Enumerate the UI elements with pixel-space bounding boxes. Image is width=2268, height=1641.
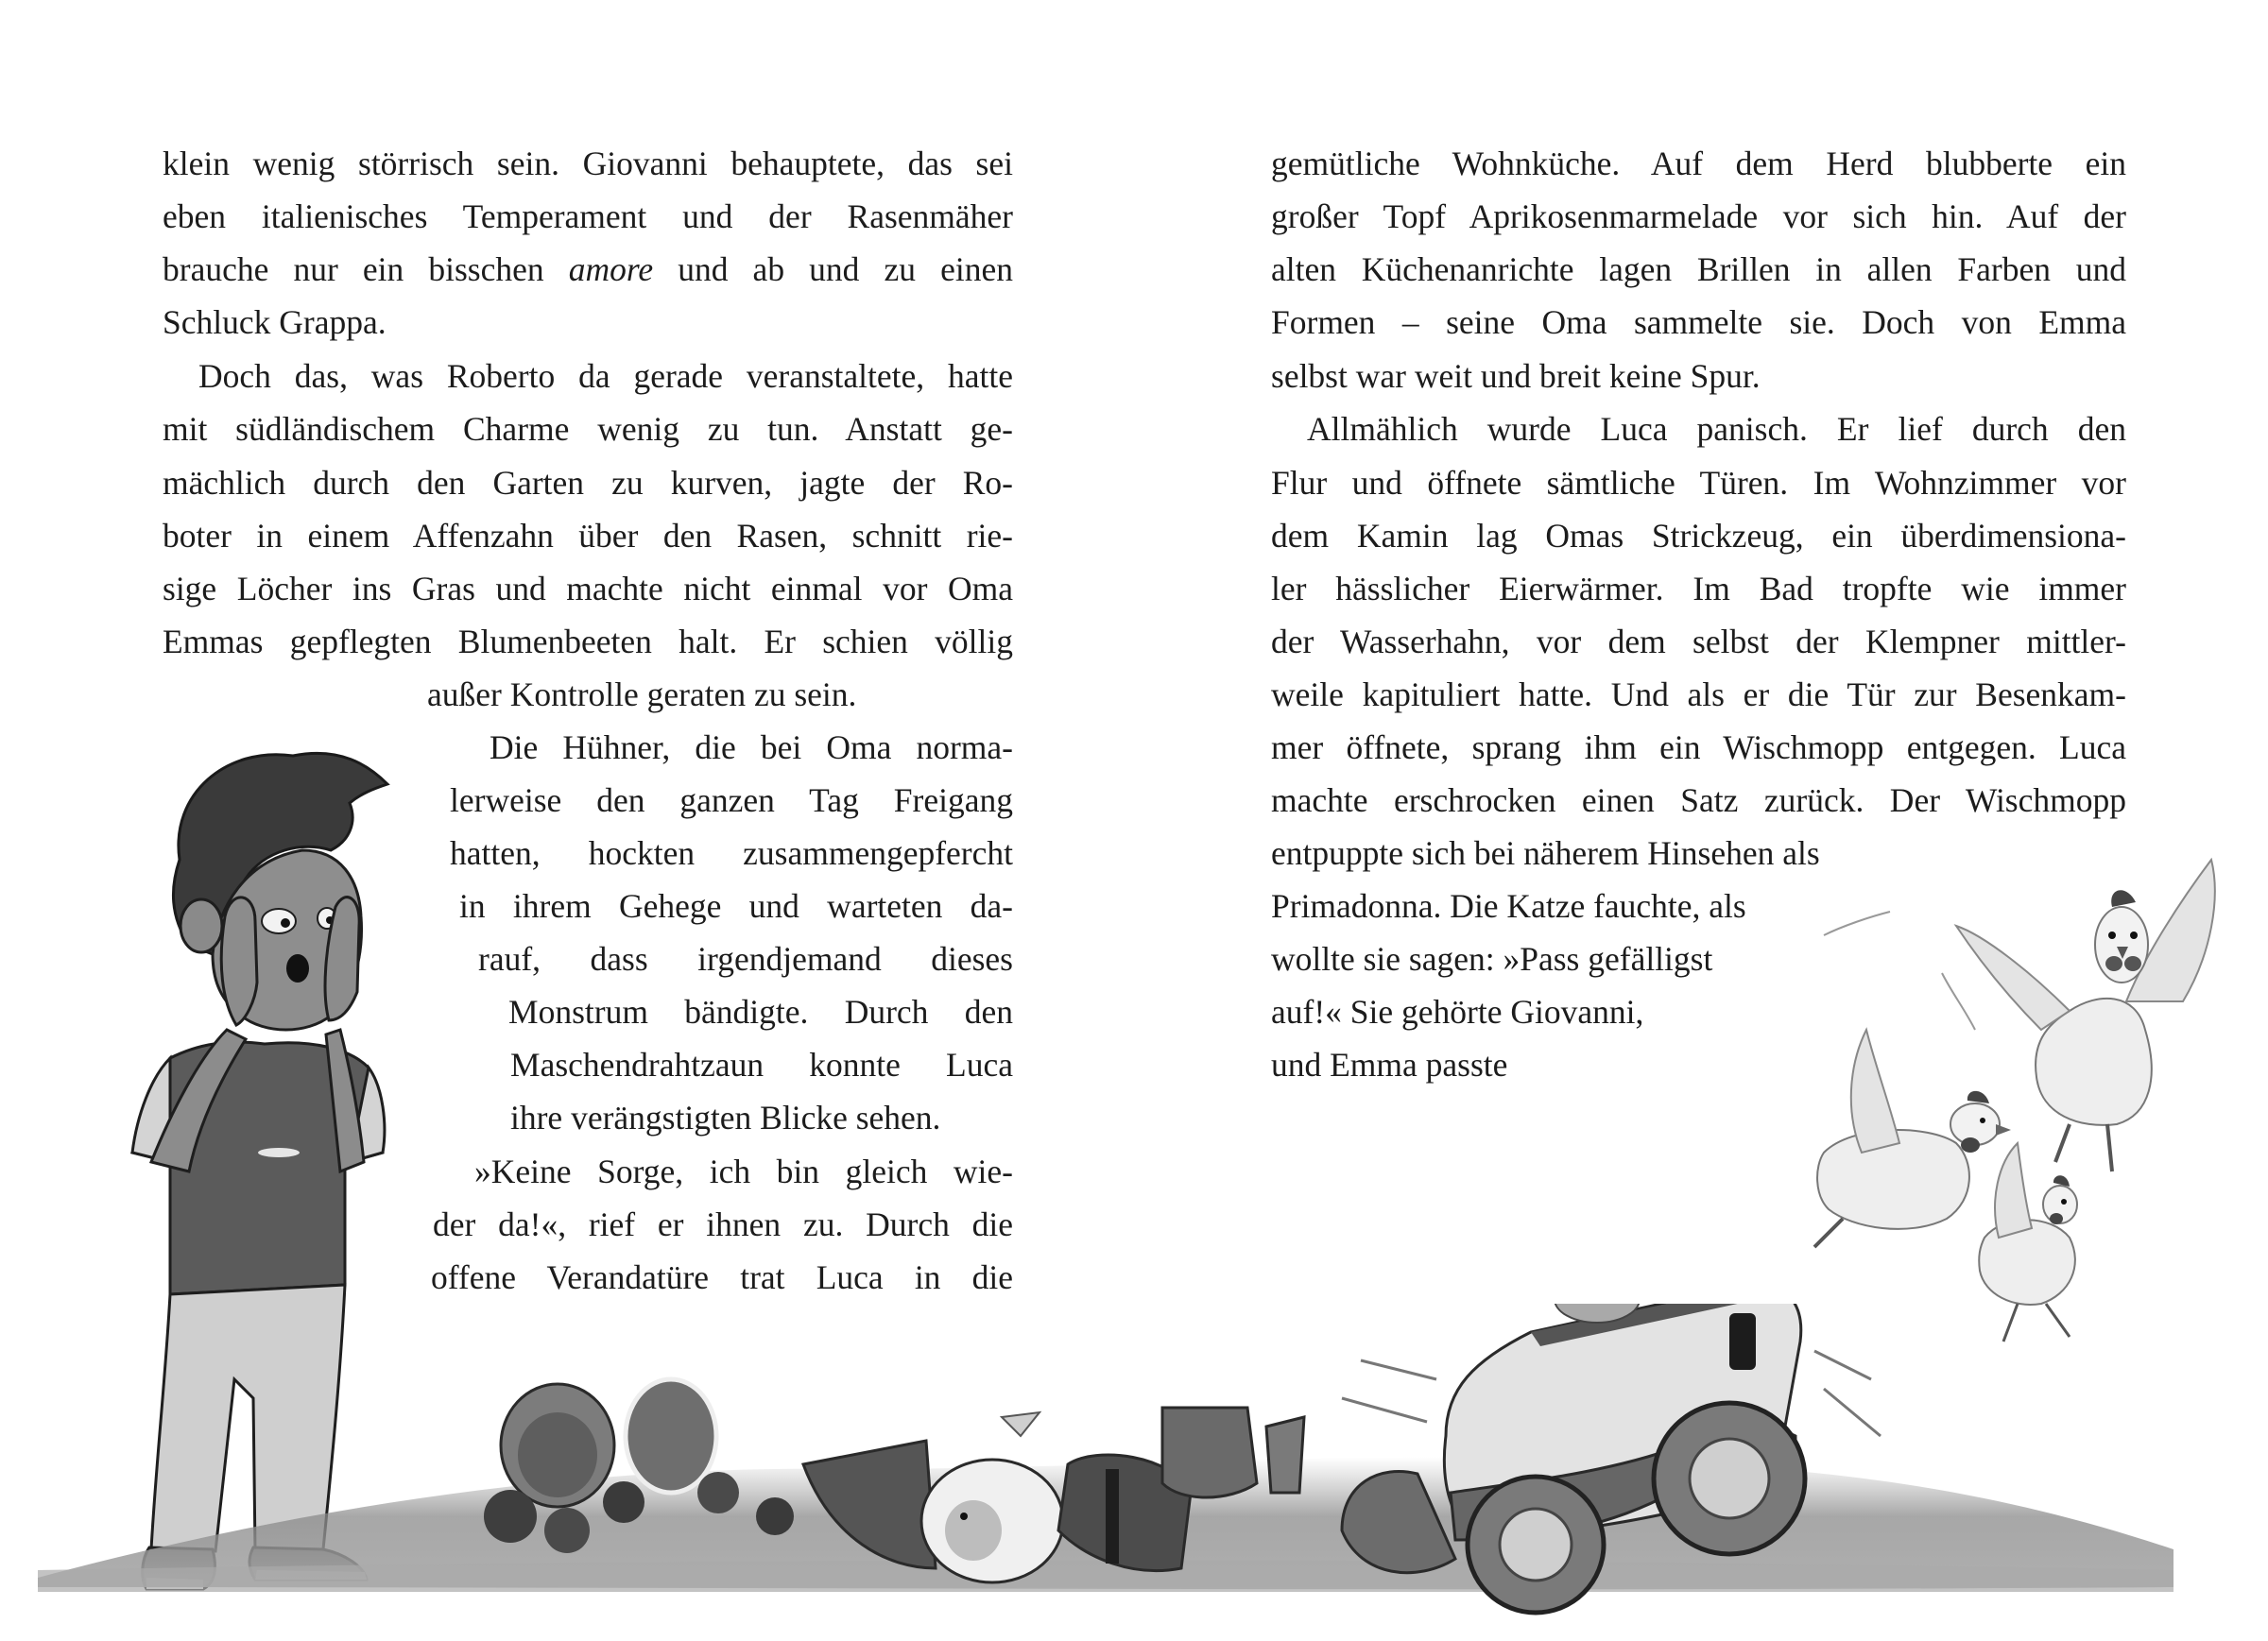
text-line: boter in einem Affenzahn über den Rasen, schnitt rie- (163, 517, 1013, 555)
chicken-left (1814, 1030, 2011, 1247)
text-line: sige Löcher ins Gras und machte nicht einmal vor Oma (163, 570, 1013, 607)
text-line (163, 243, 1013, 296)
text-line: wollte sie sagen: »Pass gefälligst (1271, 940, 1713, 978)
text-line: mer öffnete, sprang ihm ein Wischmopp entgegen. Luca (1271, 728, 2126, 766)
text-line: lerweise den ganzen Tag Freigang (450, 781, 1013, 819)
text-line: mächlich durch den Garten zu kurven, jagte der Ro- (163, 464, 1013, 502)
text-run: und ab und zu einen (653, 250, 1014, 288)
text-line: Emmas gepflegten Blumenbeeten halt. Er schien völlig (163, 623, 1013, 660)
text-line: mit südländischem Charme wenig zu tun. Anstatt ge- (163, 410, 1013, 448)
text-line: rauf, dass irgendjemand dieses (478, 940, 1013, 978)
text-line: weile kapituliert hatte. Und als er die Tür zur Besenkam- (1271, 675, 2126, 713)
text-line: Flur und öffnete sämtliche Türen. Im Wohnzimmer vor (1271, 464, 2126, 502)
text-line: eben italienisches Temperament und der Rasenmäher (163, 197, 1013, 235)
flowerpot-1 (501, 1384, 614, 1507)
text-line: der Wasserhahn, vor dem selbst der Klempner mittler- (1271, 623, 2126, 660)
boy-torso (132, 1030, 385, 1294)
ground-illustration (0, 1304, 2268, 1641)
broken-pot (1162, 1408, 1304, 1497)
text-line: Maschendrahtzaun konnte Luca (510, 1046, 1013, 1084)
text-line: Monstrum bändigte. Durch den (508, 993, 1013, 1031)
text-line: der da!«, rief er ihnen zu. Durch die (433, 1205, 1013, 1243)
text-line: klein wenig störrisch sein. Giovanni behauptete, das sei (163, 145, 1013, 182)
text-line: entpuppte sich bei näherem Hinsehen als (1271, 834, 1820, 872)
text-line: gemütliche Wohnküche. Auf dem Herd blubberte ein (1271, 145, 2126, 182)
text-line: machte erschrocken einen Satz zurück. Der Wischmopp (1271, 781, 2126, 819)
text-line: in ihrem Gehege und warteten da- (459, 887, 1013, 925)
chickens-illustration (1786, 841, 2268, 1370)
italic-word: amore (568, 250, 654, 288)
text-line-paragraph-start: Doch das, was Roberto da gerade veranstaltete, hatte (198, 357, 1013, 395)
text-line: Primadonna. Die Katze fauchte, als (1271, 887, 1746, 925)
text-line: Formen – seine Oma sammelte sie. Doch von Emma (1271, 303, 2126, 341)
text-line: ihre verängstigten Blicke sehen. (510, 1099, 941, 1137)
text-line: alten Küchenanrichte lagen Brillen in allen Farben und (1271, 250, 2126, 288)
text-line: selbst war weit und breit keine Spur. (1271, 357, 1761, 395)
text-line-paragraph-start: »Keine Sorge, ich bin gleich wie- (474, 1153, 1013, 1190)
text-line: offene Verandatüre trat Luca in die (431, 1258, 1013, 1296)
text-line: Schluck Grappa. (163, 303, 387, 341)
text-line: auf!« Sie gehörte Giovanni, (1271, 993, 1644, 1031)
text-line: ler hässlicher Eierwärmer. Im Bad tropfte wie immer (1271, 570, 2126, 607)
text-line: außer Kontrolle geraten zu sein. (427, 675, 857, 713)
flowerpot-2 (626, 1379, 716, 1493)
text-line-paragraph-start: Allmählich wurde Luca panisch. Er lief durch den (1307, 410, 2126, 448)
text-line: und Emma passte (1271, 1046, 1508, 1084)
feathers (1824, 912, 1975, 1030)
text-line-paragraph-start: Die Hühner, die bei Oma norma- (490, 728, 1013, 766)
text-line: hatten, hockten zusammengepfercht (450, 834, 1013, 872)
text-line: dem Kamin lag Omas Strickzeug, ein überdimensiona- (1271, 517, 2126, 555)
text-run: brauche nur ein bisschen (163, 250, 569, 288)
text-line: großer Topf Aprikosenmarmelade vor sich hin. Auf der (1271, 197, 2126, 235)
